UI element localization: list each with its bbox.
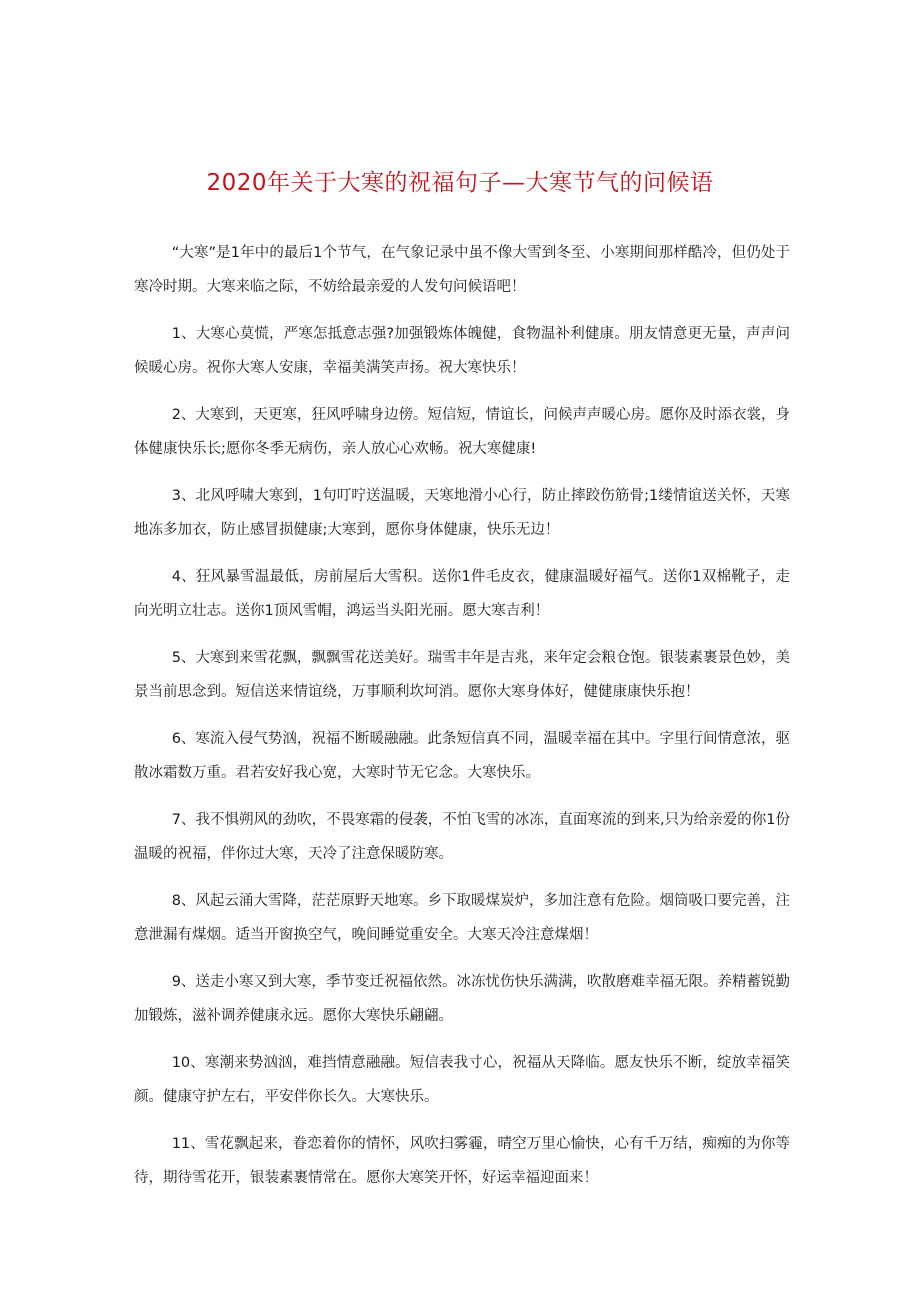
greeting-paragraph-2: 2、大寒到，天更寒，狂风呼啸身边傍。短信短，情谊长，问候声声暖心房。愿你及时添衣裳，身体健康快乐长;愿你冬季无病伤，亲人放心心欢畅。祝大寒健康! <box>134 407 790 457</box>
intro-paragraph: “大寒”是1年中的最后1个节气，在气象记录中虽不像大雪到冬至、小寒期间那样酷冷，但仍处于寒冷时期。大寒来临之际，不妨给最亲爱的人发句问候语吧！ <box>134 245 790 295</box>
greeting-paragraph-7: 7、我不惧朔风的劲吹，不畏寒霜的侵袭，不怕飞雪的冰冻，直面寒流的到来,只为给亲爱的你1份温暖的祝福，伴你过大寒，天冷了注意保暖防寒。 <box>134 812 790 862</box>
greeting-paragraph-8: 8、风起云涌大雪降，茫茫原野天地寒。乡下取暖煤炭炉，多加注意有危险。烟筒吸口要完善，注意泄漏有煤烟。适当开窗换空气，晚间睡觉重安全。大寒天冷注意煤烟！ <box>134 893 790 943</box>
greeting-paragraph-6: 6、寒流入侵气势汹，祝福不断暖融融。此条短信真不同，温暖幸福在其中。字里行间情意浓，驱散冰霜数万重。君若安好我心宽，大寒时节无它念。大寒快乐。 <box>134 731 790 781</box>
greeting-paragraph-9: 9、送走小寒又到大寒，季节变迁祝福依然。冰冻忧伤快乐满满，吹散磨难幸福无限。养精蓄锐勤加锻炼，滋补调养健康永远。愿你大寒快乐翩翩。 <box>134 974 790 1024</box>
greeting-paragraph-4: 4、狂风暴雪温最低，房前屋后大雪积。送你1件毛皮衣，健康温暖好福气。送你1双棉靴子，走向光明立壮志。送你1顶风雪帽，鸿运当头阳光丽。愿大寒吉利！ <box>134 569 790 619</box>
greeting-paragraph-11: 11、雪花飘起来，眷恋着你的情怀，风吹扫雾霾，晴空万里心愉快，心有千万结，痴痴的为你等待，期待雪花开，银装素裹情常在。愿你大寒笑开怀，好运幸福迎面来！ <box>134 1136 790 1186</box>
document-title: 2020年关于大寒的祝福句子—大寒节气的问候语 <box>206 170 714 196</box>
document-body <box>134 236 790 1208</box>
greeting-paragraph-10: 10、寒潮来势汹汹，难挡情意融融。短信表我寸心，祝福从天降临。愿友快乐不断，绽放幸福笑颜。健康守护左右，平安伴你长久。大寒快乐。 <box>134 1055 790 1105</box>
greeting-paragraph-1: 1、大寒心莫慌，严寒怎抵意志强?加强锻炼体魄健，食物温补利健康。朋友情意更无量，声声问候暖心房。祝你大寒人安康，幸福美满笑声扬。祝大寒快乐！ <box>134 326 790 376</box>
greeting-paragraph-5: 5、大寒到来雪花飘，飘飘雪花送美好。瑞雪丰年是吉兆，来年定会粮仓饱。银装素裹景色妙，美景当前思念到。短信送来情谊绕，万事顺利坎坷消。愿你大寒身体好，健健康康快乐抱！ <box>134 650 790 700</box>
greeting-paragraph-3: 3、北风呼啸大寒到，1句叮咛送温暖，天寒地滑小心行，防止摔跤伤筋骨;1缕情谊送关怀，天寒地冻多加衣，防止感冒损健康;大寒到，愿你身体健康，快乐无边！ <box>134 488 790 538</box>
